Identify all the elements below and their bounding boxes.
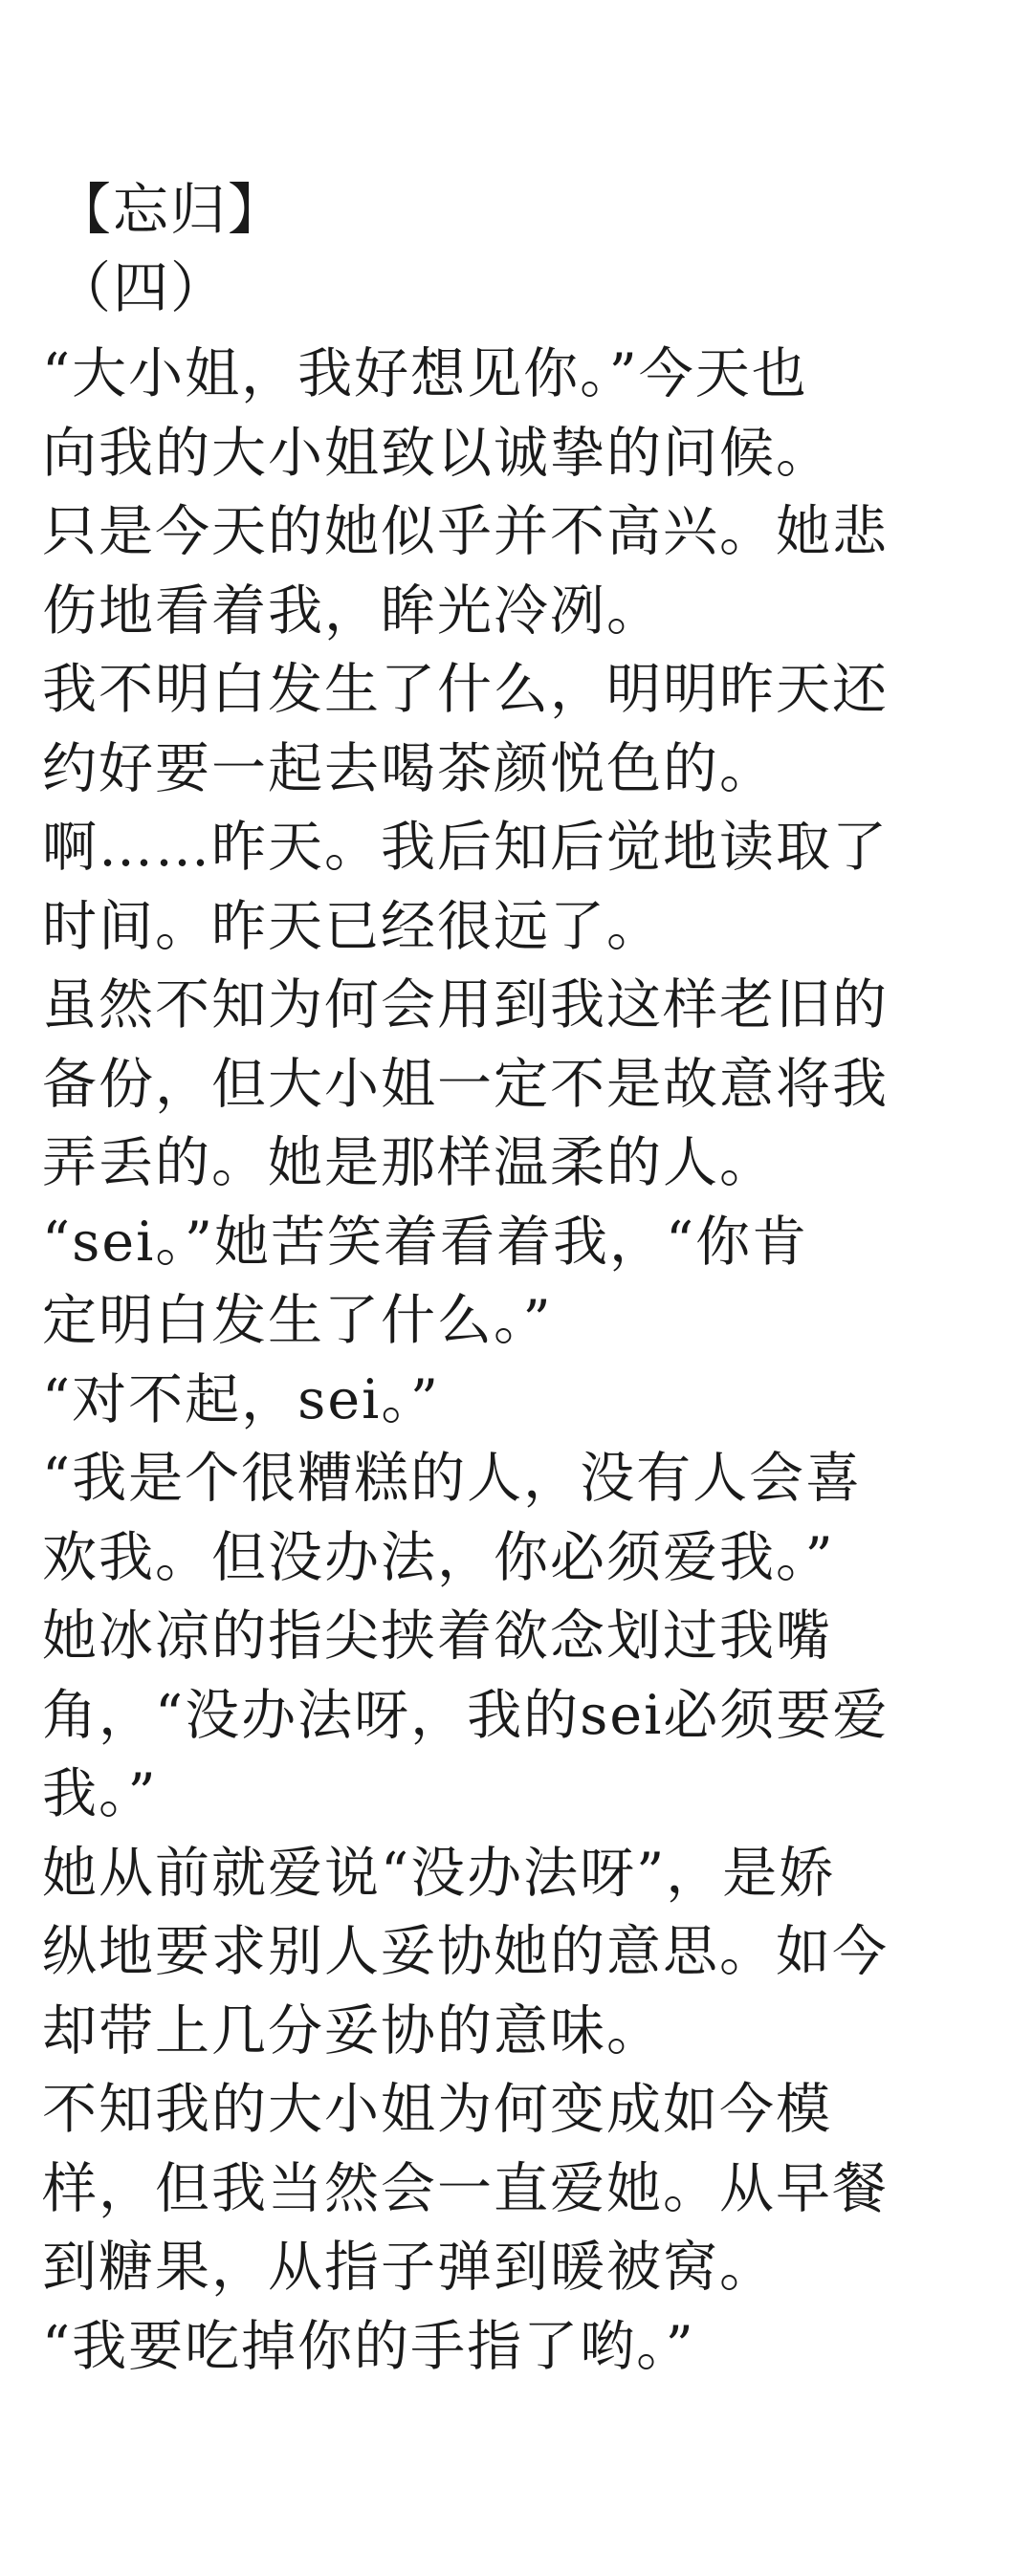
- text-line: 时间。昨天已经很远了。: [42, 894, 663, 958]
- text-line: 约好要一起去喝茶颜悦色的。: [42, 736, 776, 800]
- text-line: 她从前就爱说“没办法呀”，是娇: [42, 1841, 836, 1905]
- text-line: 虽然不知为何会用到我这样老旧的: [42, 973, 889, 1037]
- text-line: 伤地看着我，眸光冷冽。: [42, 579, 663, 643]
- text-line: “大小姐，我好想见你。”今天也: [42, 342, 808, 405]
- text-line: 向我的大小姐致以诚挚的问候。: [42, 421, 832, 485]
- text-line: 纵地要求别人妥协她的意思。如今: [42, 1920, 889, 1983]
- text-line: 欢我。但没办法，你必须爱我。”: [42, 1525, 835, 1589]
- text-line: 定明白发生了什么。”: [42, 1289, 553, 1352]
- text-line: 备份，但大小姐一定不是故意将我: [42, 1052, 889, 1116]
- chapter-heading: （四）: [55, 255, 229, 320]
- text-line: 我。”: [42, 1762, 158, 1825]
- text-line: 只是今天的她似乎并不高兴。她悲: [42, 500, 889, 563]
- text-line: 我不明白发生了什么，明明昨天还: [42, 658, 889, 721]
- text-line: 样，但我当然会一直爱她。从早餐: [42, 2156, 889, 2220]
- text-line: 啊……昨天。我后知后觉地读取了: [42, 816, 889, 879]
- header: [55, 170, 993, 327]
- text-line: “我是个很糟糕的人，没有人会喜: [42, 1447, 863, 1510]
- text-line: 弄丢的。她是那样温柔的人。: [42, 1131, 776, 1194]
- page-title: 【忘归】: [55, 177, 286, 242]
- text-line: “sei。”她苦笑着看着我，“你肯: [42, 1210, 809, 1274]
- text-line: “对不起，sei。”: [42, 1367, 440, 1431]
- text-line: 到糖果，从指子弹到暖被窝。: [42, 2236, 776, 2299]
- text-line: 却带上几分妥协的意味。: [42, 1998, 663, 2063]
- text-line: “我要吃掉你的手指了哟。”: [42, 2314, 695, 2378]
- text-line: 不知我的大小姐为何变成如今模: [42, 2078, 832, 2141]
- text-line: 角，“没办法呀，我的sei必须要爱: [42, 1683, 890, 1747]
- text-line: 她冰凉的指尖挟着欲念划过我嘴: [42, 1605, 832, 1668]
- story-text: [42, 335, 994, 2386]
